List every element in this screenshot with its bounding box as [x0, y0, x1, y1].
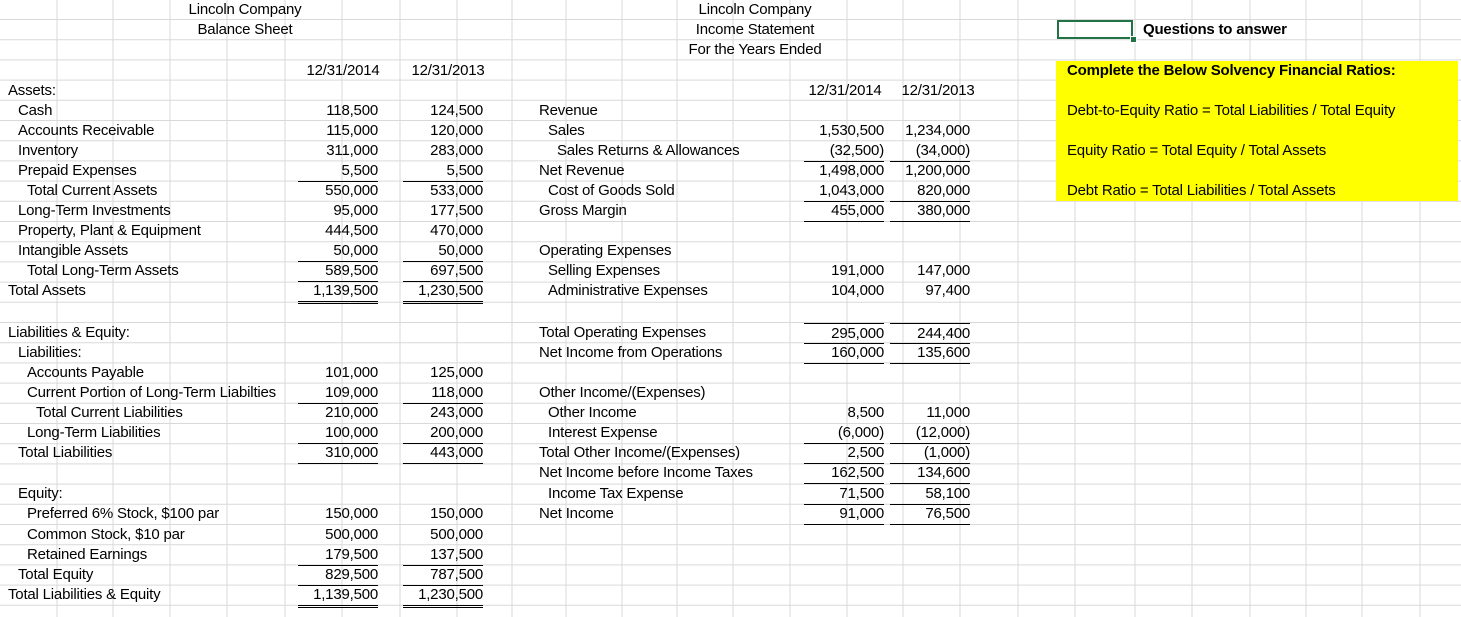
- bs-label[interactable]: Accounts Receivable: [18, 122, 155, 139]
- is-value-2013[interactable]: (12,000): [890, 423, 970, 444]
- questions-heading[interactable]: Complete the Below Solvency Financial Ratios:: [1067, 62, 1396, 79]
- is-label[interactable]: Selling Expenses: [548, 262, 660, 279]
- balance-sheet-col-2013[interactable]: 12/31/2013: [411, 62, 485, 79]
- is-label[interactable]: Sales Returns & Allowances: [557, 142, 740, 159]
- is-value-2013[interactable]: 97,400: [925, 282, 970, 299]
- bs-value-2014[interactable]: 310,000: [298, 443, 378, 464]
- is-value-2014[interactable]: 1,498,000: [819, 162, 884, 179]
- is-value-2014[interactable]: 295,000: [804, 323, 884, 344]
- question-debt-ratio[interactable]: Debt Ratio = Total Liabilities / Total Assets: [1067, 182, 1336, 199]
- bs-value-2014[interactable]: 118,500: [326, 102, 378, 119]
- is-value-2014[interactable]: 162,500: [804, 463, 884, 484]
- bs-value-2013[interactable]: 120,000: [430, 122, 483, 139]
- bs-value-2013[interactable]: 50,000: [403, 241, 483, 262]
- bs-label[interactable]: Intangible Assets: [18, 242, 129, 259]
- liabilities-heading[interactable]: Liabilities:: [18, 344, 82, 361]
- bs-value-2013[interactable]: 443,000: [403, 443, 483, 464]
- bs-label[interactable]: Cash: [18, 102, 53, 119]
- is-label[interactable]: Net Income: [539, 505, 614, 522]
- is-label[interactable]: Other Income/(Expenses): [539, 384, 706, 401]
- is-value-2013[interactable]: 58,100: [890, 484, 970, 505]
- income-statement-company[interactable]: Lincoln Company: [698, 1, 812, 18]
- is-label[interactable]: Revenue: [539, 102, 598, 119]
- bs-label[interactable]: Property, Plant & Equipment: [18, 222, 201, 239]
- bs-value-2014[interactable]: 50,000: [298, 241, 378, 262]
- is-label[interactable]: Income Tax Expense: [548, 485, 684, 502]
- bs-value-2014[interactable]: 311,000: [326, 142, 378, 159]
- bs-label[interactable]: Total Liabilities: [18, 444, 113, 461]
- bs-value-2014[interactable]: 115,000: [326, 122, 378, 139]
- bs-value-2013[interactable]: 470,000: [430, 222, 483, 239]
- is-label[interactable]: Administrative Expenses: [548, 282, 708, 299]
- is-value-2014[interactable]: 1,043,000: [804, 181, 884, 202]
- bs-value-2014[interactable]: 829,500: [298, 565, 378, 586]
- bs-label[interactable]: Total Current Assets: [27, 182, 158, 199]
- bs-value-2013[interactable]: 283,000: [430, 142, 483, 159]
- bs-value-2014[interactable]: 101,000: [325, 364, 378, 381]
- bs-label[interactable]: Current Portion of Long-Term Liabilties: [27, 384, 276, 401]
- bs-value-2014[interactable]: 179,500: [298, 545, 378, 566]
- questions-title[interactable]: Questions to answer: [1143, 21, 1287, 38]
- is-value-2014[interactable]: 191,000: [831, 262, 884, 279]
- bs-label[interactable]: Total Current Liabilities: [36, 404, 183, 421]
- income-statement-period[interactable]: For the Years Ended: [688, 41, 822, 58]
- is-label[interactable]: Net Income before Income Taxes: [539, 464, 753, 481]
- is-value-2014[interactable]: 160,000: [804, 343, 884, 364]
- bs-value-2014[interactable]: 5,500: [298, 161, 378, 182]
- is-label[interactable]: Total Operating Expenses: [539, 324, 706, 341]
- is-value-2013[interactable]: (34,000): [890, 141, 970, 162]
- bs-value-2014[interactable]: 150,000: [325, 505, 378, 522]
- bs-label[interactable]: Total Assets: [8, 282, 86, 299]
- is-value-2013[interactable]: 76,500: [890, 504, 970, 525]
- bs-value-2014[interactable]: 100,000: [298, 423, 378, 444]
- is-value-2014[interactable]: (32,500): [804, 141, 884, 162]
- income-col-2013[interactable]: 12/31/2013: [901, 82, 975, 99]
- bs-value-2014[interactable]: 589,500: [298, 261, 378, 282]
- bs-label[interactable]: Accounts Payable: [27, 364, 144, 381]
- bs-value-2014[interactable]: 500,000: [325, 526, 378, 543]
- income-col-2014[interactable]: 12/31/2014: [808, 82, 882, 99]
- is-value-2014[interactable]: 91,000: [804, 504, 884, 525]
- is-value-2013[interactable]: (1,000): [890, 443, 970, 464]
- bs-label[interactable]: Inventory: [18, 142, 78, 159]
- question-equity-ratio[interactable]: Equity Ratio = Total Equity / Total Assets: [1067, 142, 1327, 159]
- bs-value-2013[interactable]: 697,500: [403, 261, 483, 282]
- bs-label[interactable]: Preferred 6% Stock, $100 par: [27, 505, 220, 522]
- bs-value-2013[interactable]: 533,000: [430, 182, 483, 199]
- bs-value-2013[interactable]: 125,000: [430, 364, 483, 381]
- assets-heading[interactable]: Assets:: [8, 82, 56, 99]
- bs-value-2013[interactable]: 124,500: [430, 102, 483, 119]
- balance-sheet-col-2014[interactable]: 12/31/2014: [306, 62, 380, 79]
- is-label[interactable]: Net Income from Operations: [539, 344, 723, 361]
- liabilities-equity-heading[interactable]: Liabilities & Equity:: [8, 324, 130, 341]
- is-value-2013[interactable]: 135,600: [890, 343, 970, 364]
- is-label[interactable]: Operating Expenses: [539, 242, 672, 259]
- balance-sheet-title[interactable]: Balance Sheet: [197, 21, 293, 38]
- bs-value-2013[interactable]: 177,500: [430, 202, 483, 219]
- is-label[interactable]: Other Income: [548, 404, 637, 421]
- bs-value-2013[interactable]: 787,500: [403, 565, 483, 586]
- is-label[interactable]: Total Other Income/(Expenses): [539, 444, 740, 461]
- bs-value-2014[interactable]: 550,000: [325, 182, 378, 199]
- bs-value-2013[interactable]: 150,000: [430, 505, 483, 522]
- bs-value-2014[interactable]: 210,000: [325, 404, 378, 421]
- is-label[interactable]: Sales: [548, 122, 585, 139]
- equity-heading[interactable]: Equity:: [18, 485, 63, 502]
- question-debt-to-equity[interactable]: Debt-to-Equity Ratio = Total Liabilities / Total Equity: [1067, 102, 1396, 119]
- balance-sheet-company[interactable]: Lincoln Company: [188, 1, 302, 18]
- is-value-2013[interactable]: 244,400: [890, 323, 970, 344]
- is-value-2013[interactable]: 134,600: [890, 463, 970, 484]
- bs-value-2013[interactable]: 137,500: [403, 545, 483, 566]
- is-value-2013[interactable]: 11,000: [926, 404, 970, 421]
- is-value-2013[interactable]: 820,000: [890, 181, 970, 202]
- bs-label[interactable]: Total Equity: [18, 566, 94, 583]
- is-value-2014[interactable]: (6,000): [804, 423, 884, 444]
- bs-value-2013[interactable]: 5,500: [403, 161, 483, 182]
- bs-label[interactable]: Prepaid Expenses: [18, 162, 137, 179]
- bs-value-2013[interactable]: 243,000: [430, 404, 483, 421]
- is-value-2014[interactable]: 71,500: [804, 484, 884, 505]
- bs-value-2013[interactable]: 1,230,500: [403, 585, 483, 608]
- bs-value-2013[interactable]: 500,000: [430, 526, 483, 543]
- is-label[interactable]: Interest Expense: [548, 424, 658, 441]
- bs-value-2014[interactable]: 95,000: [333, 202, 378, 219]
- is-label[interactable]: Net Revenue: [539, 162, 625, 179]
- bs-label[interactable]: Retained Earnings: [27, 546, 148, 563]
- is-value-2014[interactable]: 8,500: [847, 404, 884, 421]
- bs-label[interactable]: Total Liabilities & Equity: [8, 586, 161, 603]
- bs-label[interactable]: Long-Term Investments: [18, 202, 171, 219]
- bs-value-2014[interactable]: 1,139,500: [298, 585, 378, 608]
- is-value-2014[interactable]: 104,000: [831, 282, 884, 299]
- is-value-2014[interactable]: 2,500: [804, 443, 884, 464]
- bs-label[interactable]: Long-Term Liabilities: [27, 424, 161, 441]
- bs-label[interactable]: Common Stock, $10 par: [27, 526, 185, 543]
- bs-value-2014[interactable]: 444,500: [325, 222, 378, 239]
- is-value-2013[interactable]: 380,000: [890, 201, 970, 222]
- is-label[interactable]: Gross Margin: [539, 202, 627, 219]
- bs-value-2013[interactable]: 1,230,500: [403, 281, 483, 304]
- highlighted-questions-range: [1056, 61, 1458, 201]
- is-label[interactable]: Cost of Goods Sold: [548, 182, 675, 199]
- selected-cell[interactable]: [1057, 20, 1133, 39]
- bs-value-2014[interactable]: 109,000: [298, 383, 378, 404]
- bs-value-2013[interactable]: 118,000: [403, 383, 483, 404]
- is-value-2013[interactable]: 147,000: [917, 262, 970, 279]
- bs-label[interactable]: Total Long-Term Assets: [27, 262, 179, 279]
- bs-value-2014[interactable]: 1,139,500: [298, 281, 378, 304]
- income-statement-title[interactable]: Income Statement: [695, 21, 815, 38]
- is-value-2014[interactable]: 455,000: [804, 201, 884, 222]
- is-value-2013[interactable]: 1,200,000: [905, 162, 970, 179]
- is-value-2013[interactable]: 1,234,000: [905, 122, 970, 139]
- fill-handle[interactable]: [1130, 36, 1137, 43]
- is-value-2014[interactable]: 1,530,500: [819, 122, 884, 139]
- bs-value-2013[interactable]: 200,000: [403, 423, 483, 444]
